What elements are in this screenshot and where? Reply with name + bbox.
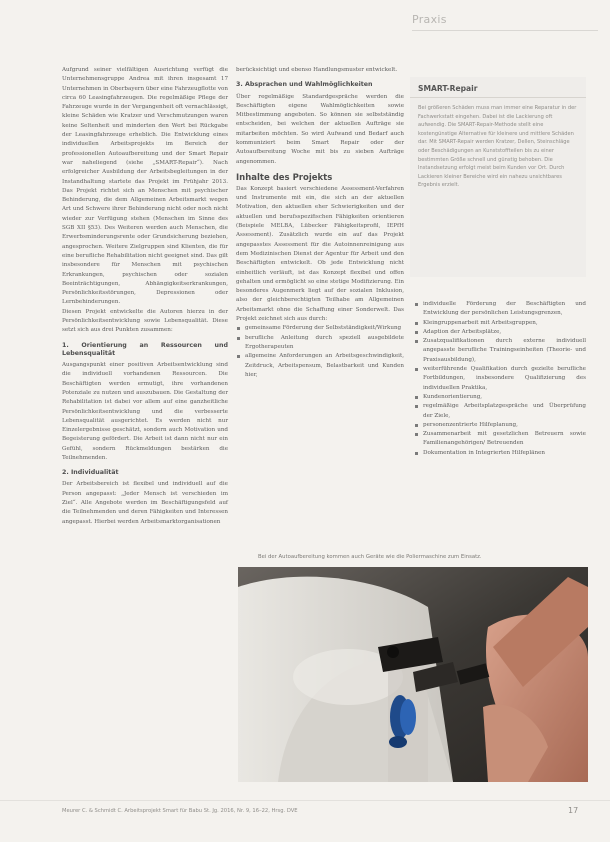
list-item: personenzentrierte Hilfeplanung, (414, 421, 586, 430)
list-item: Kundenorientierung, (414, 393, 586, 402)
section-heading-contents: Inhalte des Projekts (236, 172, 333, 183)
list-item: Zusatzqualifikationen durch externe individuell angepasste berufliche Trainingseinheiten (Theorie- und Praxisausbildung), (414, 337, 586, 365)
body-paragraph: Über regelmäßige Standardgespräche werden die Beschäftigten eigene Wahlmöglichkeiten sowie Mitbestimmung angeboten. So können sie selbstständig entscheiden, bei welchen der aktuellen Aufträge sie mitarbeiten möchten. So wird Aufwand und Bedarf auch kommuniziert beim Smart Repair oder der Autoaufbereitung Woche mit bis zu sieben Aufträge angenommen. (236, 93, 404, 165)
subheading-agreements: 3. Absprachen und Wahlmöglichkeiten (236, 81, 373, 89)
smart-repair-box (410, 77, 586, 277)
subheading-individuality: 2. Individualität (62, 469, 119, 477)
list-item: weiterführende Qualifikation durch gezielte berufliche Fortbildungen, insbesondere Qualifizierung des individuellen Praktika, (414, 365, 586, 393)
list-item: berufliche Anleitung durch speziell ausgebildete Ergotherapeuten (236, 334, 404, 353)
column-right (414, 300, 586, 458)
list-item: Dokumentation in Integrierten Hilfeplänen (414, 449, 586, 458)
feature-list-a (236, 324, 404, 380)
list-item: individuelle Förderung der Beschäftigten und Entwicklung der persönlichen Leistungsgrenzen, (414, 300, 586, 319)
intro-paragraph: Aufgrund seiner vielfältigen Ausrichtung verfügt die Unternehmensgruppe Andrea mit ihren insgesamt 17 Unternehmen in Oberbayern über eine Fahrzeugflotte von circa 60 Leasingfahrzeugen. Die regelmäßige Pflege der Fahrzeuge wurde in der Vergangenheit oft vernachlässigt, kleine Schäden wie Kratzer und Verschmutzungen waren keine Seltenheit und minderten den Wert bei Rückgabe der Leasingfahrzeuge erheblich. Die Entwicklung eines individuellen Arbeitsprojekts im Bereich der professionellen Autoaufbereitung und der Smart Repair war naheliegend (siehe „SMART-Repair“). Nach erfolgreicher Ausbildung der Arbeitsbegleitungen in der Instandhaltung startete das Projekt im Frühjahr 2013. Das Projekt richtet sich an Menschen mit psychischer Behinderung, die dem Allgemeinen Arbeitsmarkt wegen Art und Schwere ihrer Behinderung nicht oder noch nicht wieder zur Verfügung stehen (Menschen im Sinne des SGB XII §53). Des Weiteren werden auch Menschen, die Erwerbsminderungsrente oder Grundsicherung beziehen, angesprochen. Weitere Zielgruppen sind Klienten, die für eine berufliche Rehabilitation nicht geeignet sind. Das gilt insbesondere für Menschen mit psychischen Erkrankungen, psychischen oder sozialen Beeinträchtigungen, Abhängigkeitserkrankungen, Persönlichkeitsstörungen, Depressionen oder Lernbehinderungen. (62, 67, 229, 306)
footer-divider (0, 800, 610, 801)
body-paragraph: Diesen Projekt entwickelte die Autoren hierzu in der Persönlichkeitsentwicklung sowie Lebensqualität. Diese setzt sich aus drei Punkten zusammen: (62, 308, 228, 334)
page-number: 17 (568, 806, 579, 815)
body-paragraph: berücksichtigt und ebenso Handlungsmuster entwickelt. (236, 67, 398, 73)
footer-citation: Meurer C. & Schmidt C. Arbeitsprojekt Smart für Babu St. Jg. 2016, Nr. 9, 16–22, Hrsg. DVE (62, 808, 298, 814)
column-left (62, 66, 228, 527)
body-paragraph: Ausgangspunkt einer positiven Arbeitsentwicklung sind die individuell vorhandenen Ressourcen. Die Beschäftigten werden ermutigt, ihre vorhandenen Potenziale zu nutzen und auszubauen. Die Gestaltung der Rehabilitation ist dabei vor allem auf eine ganzheitliche Persönlichkeitsentwicklung und die verbesserte Lebensqualität ausgerichtet. Es werden nicht nur Einzelergebnisse geschätzt, sondern auch Motivation und Begeisterung gefördert. Die Arbeit ist dann nicht nur ein Gefühl, sondern Rückmeldungen bestärken die Teilnehmenden. (62, 362, 228, 461)
photo-polishing-machine (238, 567, 588, 782)
sidebar-title: SMART-Repair (410, 77, 586, 98)
column-middle (236, 66, 404, 380)
photo-illustration (238, 567, 588, 782)
body-paragraph: Der Arbeitsbereich ist flexibel und individuell auf die Person angepasst: „Jeder Mensch ist verschieden im Ziel“. Alle Angebote werden im Beschäftigungsfeld auf die Teilnehmenden und deren Fähigkeiten und Interessen angepasst. Hierbei werden Arbeitsmarktorganisationen (62, 481, 228, 525)
header-divider (412, 30, 598, 31)
figure-caption: Bei der Autoaufbereitung kommen auch Geräte wie die Poliermaschine zum Einsatz. (258, 554, 482, 560)
section-label: Praxis (412, 13, 447, 26)
list-item: Zusammenarbeit mit gesetzlichen Betreuern sowie Familienangehörigen/ Betreuenden (414, 430, 586, 449)
feature-list-b (414, 300, 586, 458)
list-item: Adaption der Arbeitsplätze, (414, 328, 586, 337)
list-item: allgemeine Anforderungen an Arbeitsgeschwindigkeit, Zeitdruck, Arbeitspensum, Belastbarkeit und Kunden hier, (236, 352, 404, 380)
list-item: gemeinsame Förderung der Selbstständigkeit/Wirkung (236, 324, 404, 333)
list-item: Kleingruppenarbeit mit Arbeitsgruppen, (414, 319, 586, 328)
subheading-resources: 1. Orientierung an Ressourcen und Lebensqualität (62, 341, 228, 357)
body-paragraph: Das Konzept basiert verschiedene Assessment-Verfahren und Instrumente mit ein, die sich an der aktuellen Motivation, den aktuellen eher Schwierigkeiten und der aktuellen und berufsspezifischen Fähigkeiten orientieren (Beispiele MELBA, Lübecker Fähigkeitsprofil, IEPfH Assessment). Zusätzlich wurde ein auf das Projekt angepasstes Assessment für die Autoinnenreinigung aus dem Medizinischen Dienst der Agentur für Arbeit und den Beschäftigten entwickelt. Ob jede Entwicklung nicht einheitlich verläuft, ist das Konzept flexibel und offen gehalten und ermöglicht so eine stetige Modifizierung. Ein besonderes Augenmerk liegt auf der sozialen Inklusion, also der gleichberechtigten Teilhabe am Allgemeinen Arbeitsmarkt ohne die Schaffung einer Sonderwelt. Das Projekt zeichnet sich aus durch: (236, 185, 404, 323)
list-item: regelmäßige Arbeitsplatzgespräche und Überprüfung der Ziele, (414, 402, 586, 421)
sidebar-text: Bei größeren Schäden muss man immer eine Reparatur in der Fachwerkstatt eingehen. Dabei ist die Lackierung oft aufwendig. Die SMART-Repair-Methode stellt eine kostengünstige Alternative für kleinere und mittlere Schäden dar. Mit SMART-Repair werden Kratzer, Dellen, Steinschläge oder Beschädigungen an Kunststoffteilen bis zu einer bestimmten Größe schnell und günstig behoben. Die Instandsetzung erfolgt meist beim Kunden vor Ort. Durch Lackieren kleiner Bereiche wird ein nahezu unsichtbares Ergebnis erzielt. (418, 105, 577, 189)
